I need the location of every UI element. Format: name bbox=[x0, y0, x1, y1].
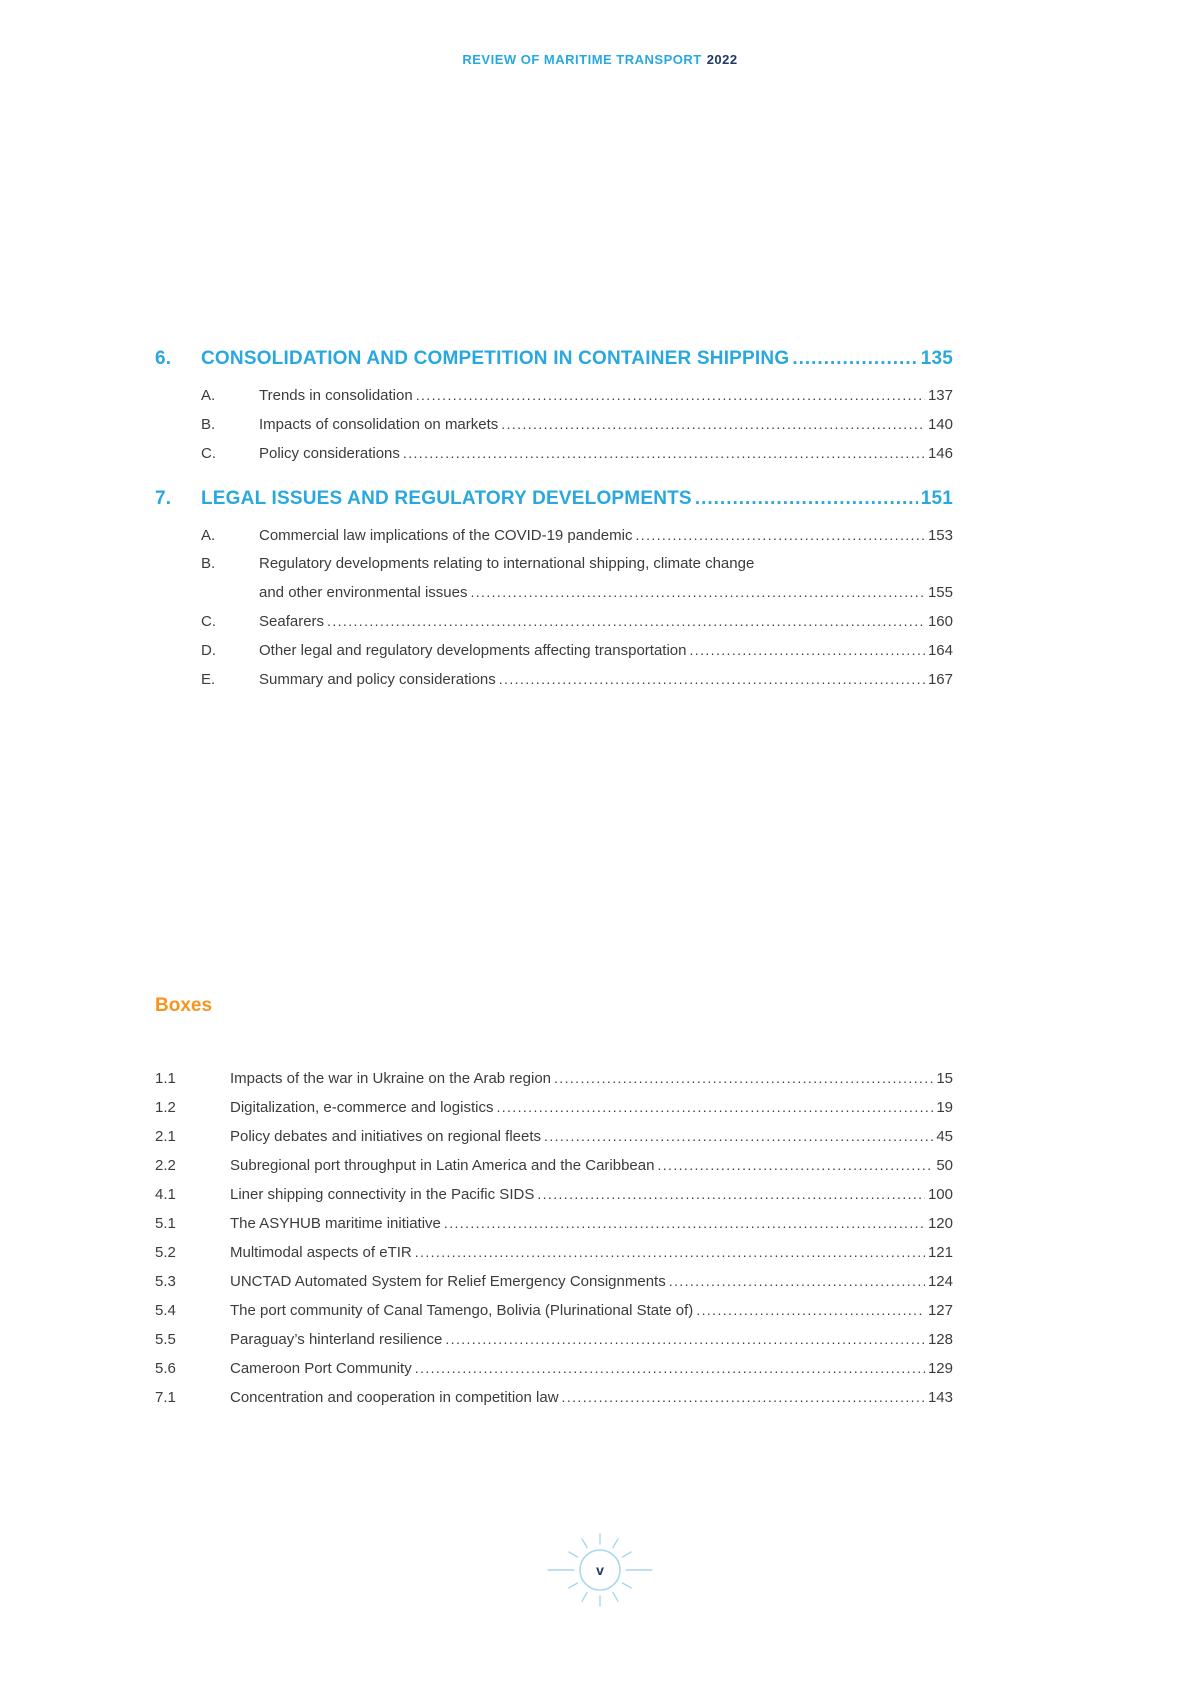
box-entry-title: Impacts of the war in Ukraine on the Arab region bbox=[230, 1070, 552, 1087]
box-entry-title: Digitalization, e-commerce and logistics bbox=[230, 1099, 494, 1116]
box-entry-page: 45 bbox=[936, 1128, 953, 1145]
dot-leader bbox=[415, 1238, 925, 1267]
toc-entry bbox=[155, 439, 953, 468]
box-entry-title: Concentration and cooperation in competition law bbox=[230, 1389, 559, 1406]
box-entry-number: 1.2 bbox=[155, 1099, 176, 1116]
toc-entry-title-line2: and other environmental issues bbox=[259, 584, 468, 601]
dot-leader bbox=[537, 1180, 925, 1209]
box-entry-number: 5.3 bbox=[155, 1273, 176, 1290]
toc-entry-page: 160 bbox=[927, 613, 953, 630]
boxes-list bbox=[155, 994, 953, 1412]
running-header-title: REVIEW OF MARITIME TRANSPORT bbox=[462, 52, 702, 67]
box-entry-title: Subregional port throughput in Latin America and the Caribbean bbox=[230, 1157, 655, 1174]
toc-entry-continuation bbox=[155, 578, 953, 607]
box-entry-number: 7.1 bbox=[155, 1389, 176, 1406]
box-entry-title: Multimodal aspects of eTIR bbox=[230, 1244, 412, 1261]
box-entry-page: 128 bbox=[927, 1331, 953, 1348]
box-entry-page: 121 bbox=[927, 1244, 953, 1261]
box-entry bbox=[155, 1354, 953, 1383]
toc-entry-letter: B. bbox=[201, 555, 216, 572]
toc-entry-page: 146 bbox=[927, 445, 953, 462]
chapter-number: 7. bbox=[155, 488, 172, 509]
box-entry bbox=[155, 1383, 953, 1412]
running-header-year: 2022 bbox=[706, 52, 738, 67]
toc-entry-letter: A. bbox=[201, 527, 216, 544]
chapter-title: LEGAL ISSUES AND REGULATORY DEVELOPMENTS bbox=[201, 488, 692, 509]
toc-entry-letter: C. bbox=[201, 613, 216, 630]
toc-entry-title: Commercial law implications of the COVID-19 pandemic bbox=[259, 527, 633, 544]
box-entry-page: 129 bbox=[927, 1360, 953, 1377]
toc-entry bbox=[155, 410, 953, 439]
table-of-contents bbox=[155, 344, 953, 710]
toc-entry-page: 155 bbox=[927, 584, 953, 601]
box-entry-page: 15 bbox=[936, 1070, 953, 1087]
toc-chapter-heading bbox=[155, 484, 953, 514]
toc-entry-page: 140 bbox=[927, 416, 953, 433]
dot-leader bbox=[499, 665, 925, 694]
dot-leader bbox=[501, 410, 925, 439]
toc-entry-page: 153 bbox=[927, 527, 953, 544]
toc-entry-title: Seafarers bbox=[259, 613, 325, 630]
box-entry-title: Cameroon Port Community bbox=[230, 1360, 412, 1377]
dot-leader bbox=[327, 607, 925, 636]
toc-entry bbox=[155, 636, 953, 665]
dot-leader bbox=[444, 1209, 925, 1238]
toc-entry bbox=[155, 607, 953, 636]
dot-leader bbox=[696, 1296, 925, 1325]
toc-entry-title: Summary and policy considerations bbox=[259, 671, 496, 688]
box-entry bbox=[155, 1151, 953, 1180]
dot-leader bbox=[403, 439, 925, 468]
dot-leader bbox=[635, 521, 924, 550]
running-header bbox=[0, 52, 1200, 67]
chapter-page-number: 151 bbox=[920, 488, 953, 509]
toc-entry-page: 164 bbox=[927, 642, 953, 659]
toc-entry-title: Impacts of consolidation on markets bbox=[259, 416, 499, 433]
box-entry-page: 120 bbox=[927, 1215, 953, 1232]
box-entry bbox=[155, 1064, 953, 1093]
toc-entry bbox=[155, 665, 953, 694]
box-entry-number: 5.1 bbox=[155, 1215, 176, 1232]
dot-leader bbox=[690, 636, 925, 665]
box-entry-title: Liner shipping connectivity in the Pacific SIDS bbox=[230, 1186, 535, 1203]
dot-leader bbox=[445, 1325, 925, 1354]
dot-leader bbox=[496, 1093, 933, 1122]
box-entry-number: 5.4 bbox=[155, 1302, 176, 1319]
dot-leader bbox=[792, 344, 917, 374]
box-entry-number: 1.1 bbox=[155, 1070, 176, 1087]
box-entry bbox=[155, 1093, 953, 1122]
toc-entry bbox=[155, 550, 953, 578]
chapter-number: 6. bbox=[155, 348, 172, 369]
toc-entry-letter: B. bbox=[201, 416, 216, 433]
box-entry-title: Paraguay’s hinterland resilience bbox=[230, 1331, 443, 1348]
box-entry bbox=[155, 1296, 953, 1325]
box-entry-title: UNCTAD Automated System for Relief Emergency Consignments bbox=[230, 1273, 666, 1290]
folio-page-number: v bbox=[596, 1562, 604, 1578]
chapter-title: CONSOLIDATION AND COMPETITION IN CONTAINER SHIPPING bbox=[201, 348, 790, 369]
box-entry-number: 5.2 bbox=[155, 1244, 176, 1261]
sun-decoration-icon bbox=[540, 1520, 660, 1620]
toc-entry-title: Regulatory developments relating to international shipping, climate change bbox=[259, 555, 755, 572]
box-entry-title: The port community of Canal Tamengo, Bolivia (Plurinational State of) bbox=[230, 1302, 694, 1319]
toc-entry-title: Trends in consolidation bbox=[259, 387, 413, 404]
chapter-page-number: 135 bbox=[920, 348, 953, 369]
dot-leader bbox=[695, 484, 918, 514]
toc-entry-page: 137 bbox=[927, 387, 953, 404]
box-entry-page: 19 bbox=[936, 1099, 953, 1116]
box-entry-page: 50 bbox=[936, 1157, 953, 1174]
toc-entry-letter: E. bbox=[201, 671, 216, 688]
box-entry-number: 2.2 bbox=[155, 1157, 176, 1174]
page-footer bbox=[0, 1520, 1200, 1620]
box-entry-title: The ASYHUB maritime initiative bbox=[230, 1215, 441, 1232]
toc-entry bbox=[155, 521, 953, 550]
toc-chapter-heading bbox=[155, 344, 953, 374]
dot-leader bbox=[554, 1064, 933, 1093]
box-entry bbox=[155, 1209, 953, 1238]
toc-entry-letter: A. bbox=[201, 387, 216, 404]
box-entry bbox=[155, 1122, 953, 1151]
box-entry bbox=[155, 1267, 953, 1296]
toc-entry-page: 167 bbox=[927, 671, 953, 688]
dot-leader bbox=[415, 1354, 925, 1383]
boxes-heading: Boxes bbox=[155, 995, 213, 1016]
box-entry-page: 124 bbox=[927, 1273, 953, 1290]
dot-leader bbox=[657, 1151, 933, 1180]
dot-leader bbox=[470, 578, 925, 607]
toc-entry-letter: C. bbox=[201, 445, 216, 462]
toc-chapter-6 bbox=[155, 344, 953, 468]
toc-entry-title: Other legal and regulatory developments affecting transportation bbox=[259, 642, 687, 659]
box-entry-page: 127 bbox=[927, 1302, 953, 1319]
box-entry-title: Policy debates and initiatives on regional fleets bbox=[230, 1128, 542, 1145]
box-entry-number: 4.1 bbox=[155, 1186, 176, 1203]
box-entry-page: 143 bbox=[927, 1389, 953, 1406]
box-entry-number: 2.1 bbox=[155, 1128, 176, 1145]
box-entry-number: 5.5 bbox=[155, 1331, 176, 1348]
dot-leader bbox=[562, 1383, 925, 1412]
box-entry-number: 5.6 bbox=[155, 1360, 176, 1377]
box-entry bbox=[155, 1325, 953, 1354]
box-entry bbox=[155, 1238, 953, 1267]
box-entry-page: 100 bbox=[927, 1186, 953, 1203]
toc-entry-title: Policy considerations bbox=[259, 445, 400, 462]
dot-leader bbox=[416, 381, 925, 410]
dot-leader bbox=[669, 1267, 925, 1296]
toc-entry-letter: D. bbox=[201, 642, 216, 659]
box-entry bbox=[155, 1180, 953, 1209]
toc-chapter-7 bbox=[155, 484, 953, 694]
dot-leader bbox=[544, 1122, 933, 1151]
toc-entry bbox=[155, 381, 953, 410]
